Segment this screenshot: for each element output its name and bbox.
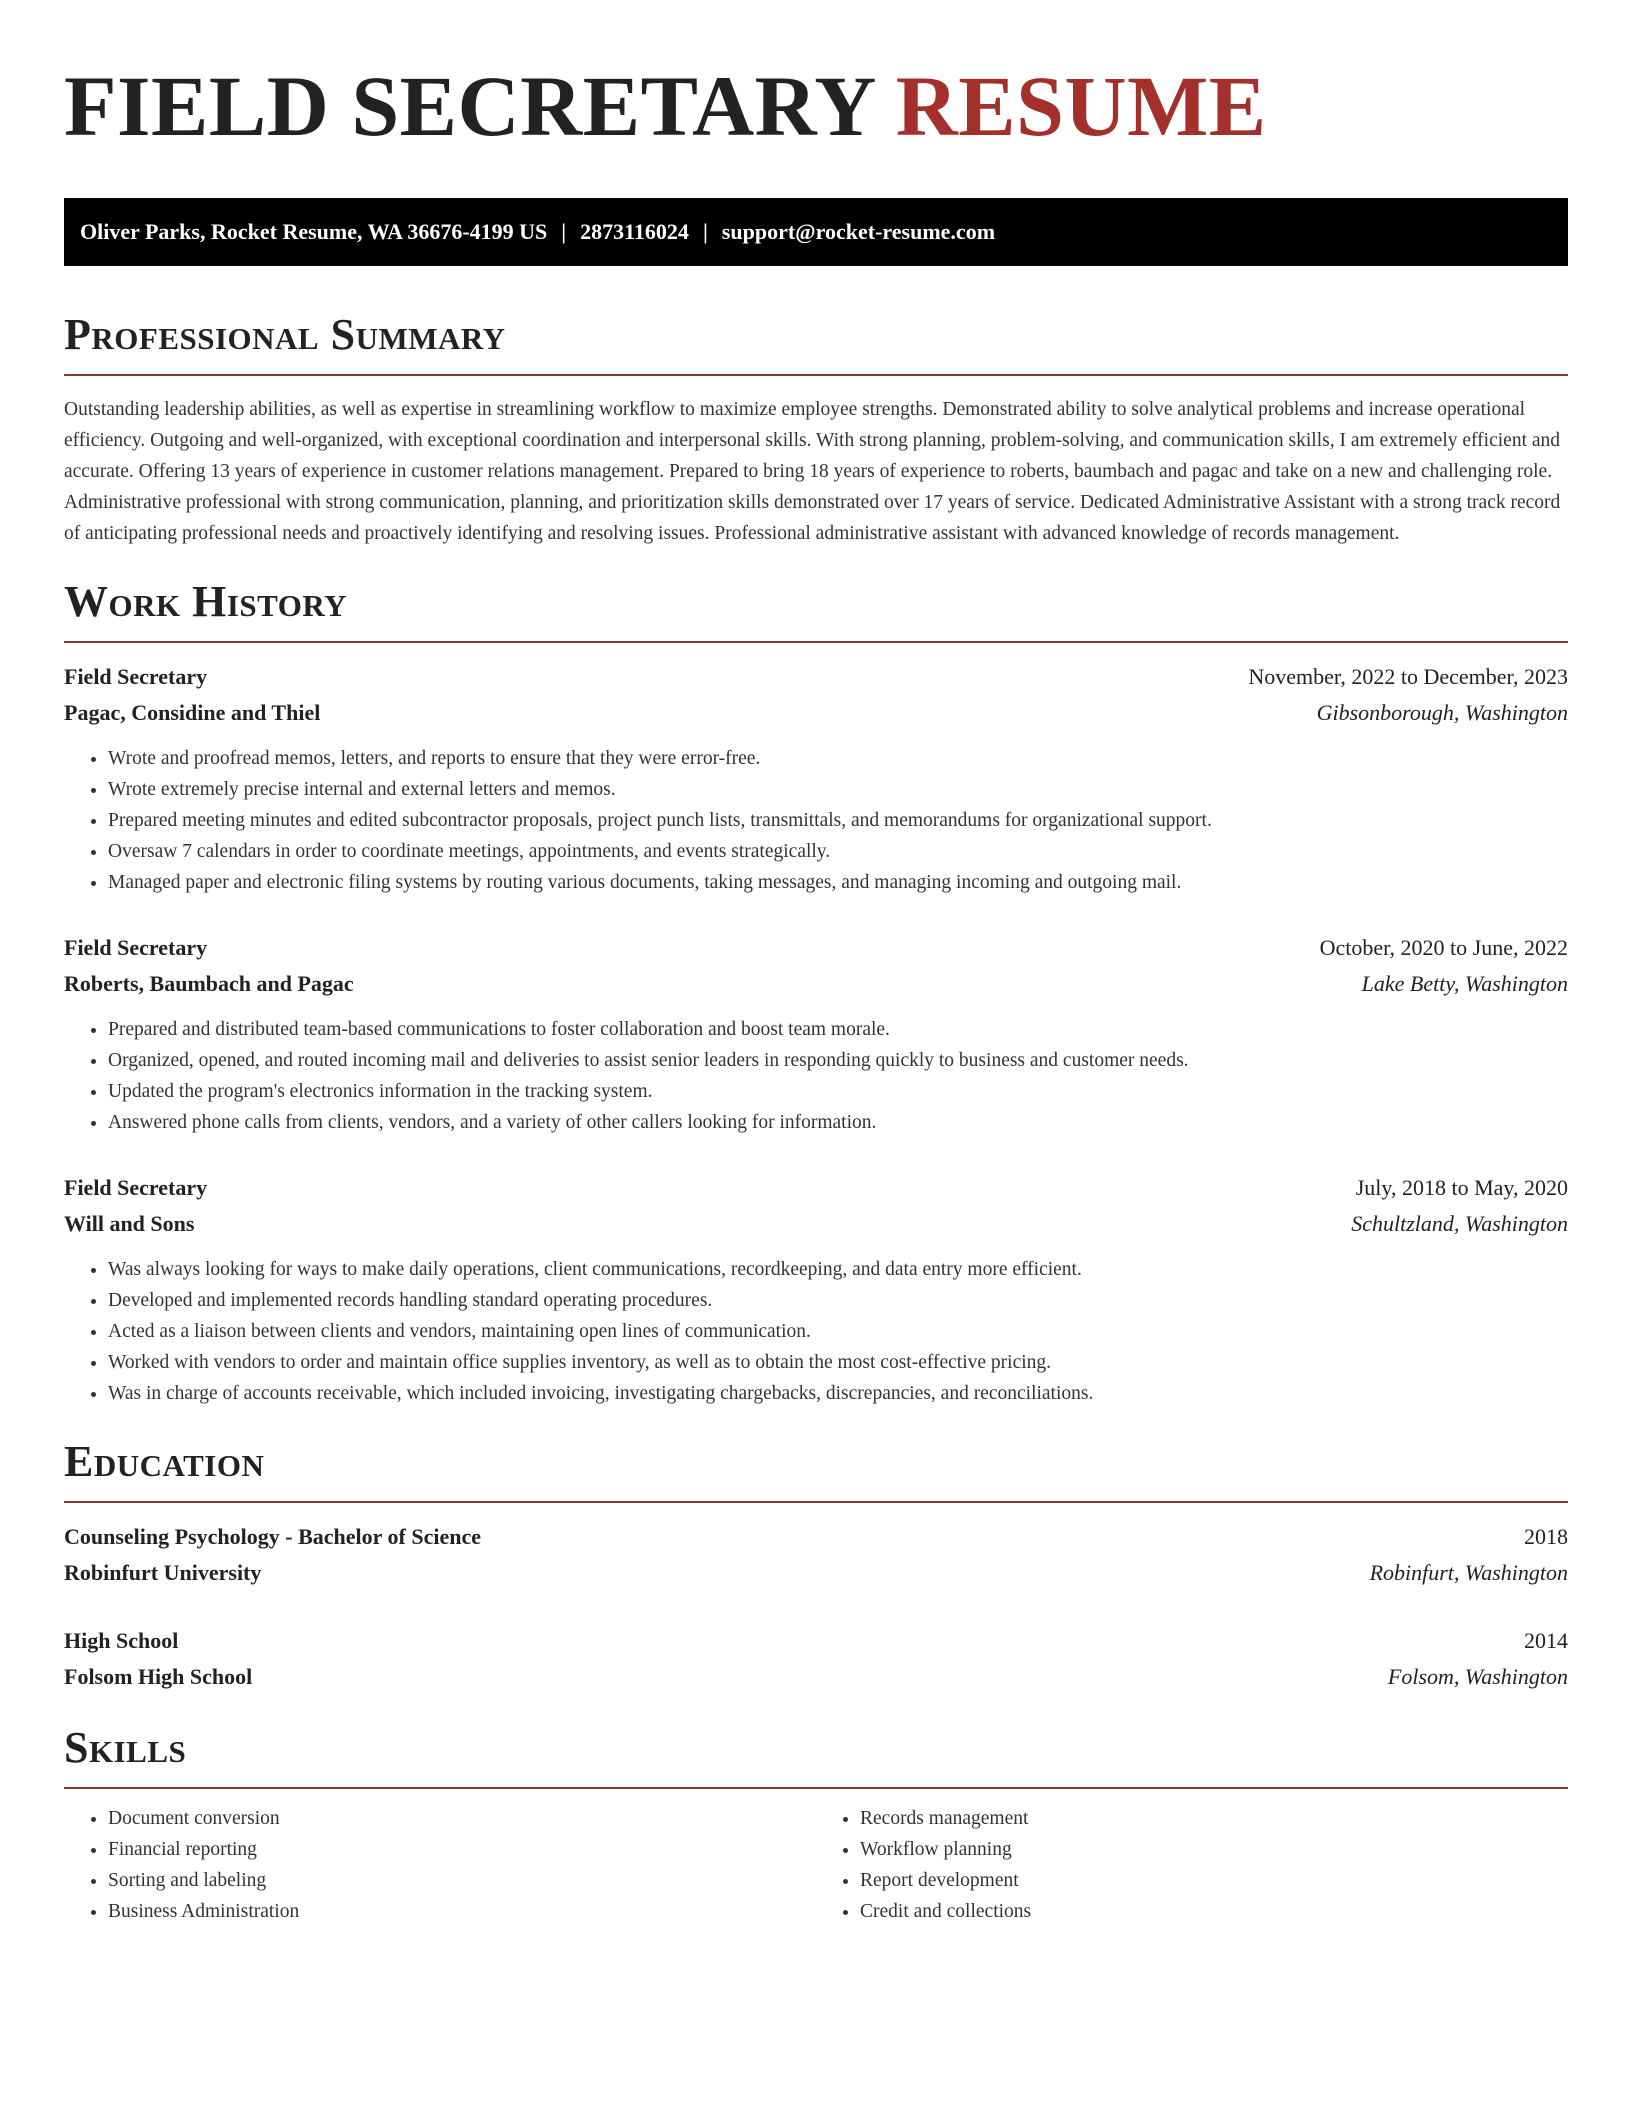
school-name: Folsom High School — [64, 1664, 253, 1689]
list-item: • Answered phone calls from clients, vendors, and a variety of other callers looking for information. — [108, 1107, 1568, 1138]
skill-item: • Workflow planning — [860, 1834, 1568, 1865]
summary-section — [64, 310, 1568, 549]
job-dates: November, 2022 to December, 2023 — [1248, 664, 1568, 689]
school-location: Robinfurt, Washington — [1369, 1560, 1568, 1585]
skills-grid — [64, 1803, 1568, 1927]
skill-item: • Credit and collections — [860, 1896, 1568, 1927]
list-item: • Organized, opened, and routed incoming mail and deliveries to assist senior leaders in responding quickly to business and customer needs. — [108, 1045, 1568, 1076]
list-item: • Acted as a liaison between clients and vendors, maintaining open lines of communication. — [108, 1316, 1568, 1347]
education-entry — [64, 1519, 1568, 1591]
work-history-section — [64, 577, 1568, 1409]
contact-email: support@rocket-resume.com — [721, 219, 996, 244]
skill-item: • Sorting and labeling — [108, 1865, 816, 1896]
list-item: • Managed paper and electronic filing systems by routing various documents, taking messages, and managing incoming and outgoing mail. — [108, 867, 1568, 898]
education-entry — [64, 1623, 1568, 1695]
contact-address: Oliver Parks, Rocket Resume, WA 36676-4199 US — [80, 219, 548, 244]
job-company: Will and Sons — [64, 1211, 195, 1236]
list-item: • Worked with vendors to order and maintain office supplies inventory, as well as to obtain the most cost-effective pricing. — [108, 1347, 1568, 1378]
degree: Counseling Psychology - Bachelor of Science — [64, 1524, 481, 1549]
skill-item: • Document conversion — [108, 1803, 816, 1834]
title-main: FIELD SECRETARY — [64, 58, 874, 154]
list-item: • Wrote and proofread memos, letters, and reports to ensure that they were error-free. — [108, 743, 1568, 774]
skill-item: • Records management — [860, 1803, 1568, 1834]
summary-text: Outstanding leadership abilities, as well as expertise in streamlining workflow to maximize employee strengths. Demonstrated ability to solve analytical problems and increase operational efficiency. Outgoing and well-organized, with exceptional coordination and interpersonal skills. With strong planning, problem-solving, and communication skills, I am extremely efficient and accurate. Offering 13 years of experience in customer relations management. Prepared to bring 18 years of experience to roberts, baumbach and pagac and take on a new and challenging role. Administrative professional with strong communication, planning, and prioritization skills demonstrated over 17 years of service. Dedicated Administrative Assistant with a strong track record of anticipating professional needs and proactively identifying and resolving issues. Professional administrative assistant with advanced knowledge of records management. — [64, 399, 1561, 544]
contact-separator: | — [561, 219, 567, 244]
graduation-year: 2014 — [1524, 1628, 1568, 1653]
resume-title — [64, 56, 1568, 156]
skills-column-left — [64, 1803, 816, 1927]
skills-section — [64, 1723, 1568, 1927]
contact-separator: | — [702, 219, 708, 244]
job-company: Roberts, Baumbach and Pagac — [64, 971, 354, 996]
school-location: Folsom, Washington — [1387, 1664, 1568, 1689]
job-dates: July, 2018 to May, 2020 — [1355, 1175, 1568, 1200]
contact-bar — [64, 198, 1568, 266]
list-item: • Updated the program's electronics information in the tracking system. — [108, 1076, 1568, 1107]
skill-item: • Report development — [860, 1865, 1568, 1896]
graduation-year: 2018 — [1524, 1524, 1568, 1549]
education-section — [64, 1437, 1568, 1695]
skills-heading: Skills — [64, 1723, 187, 1772]
job-duties — [64, 1014, 1568, 1138]
section-divider — [64, 1787, 1568, 1789]
skill-item: • Business Administration — [108, 1896, 816, 1927]
job-location: Schultzland, Washington — [1351, 1211, 1568, 1236]
school-name: Robinfurt University — [64, 1560, 262, 1585]
skill-item: • Financial reporting — [108, 1834, 816, 1865]
list-item: • Prepared and distributed team-based communications to foster collaboration and boost team morale. — [108, 1014, 1568, 1045]
job-title: Field Secretary — [64, 664, 208, 689]
list-item: • Developed and implemented records handling standard operating procedures. — [108, 1285, 1568, 1316]
job-entry — [64, 659, 1568, 898]
section-divider — [64, 641, 1568, 643]
job-company: Pagac, Considine and Thiel — [64, 700, 321, 725]
list-item: • Was in charge of accounts receivable, which included invoicing, investigating chargebacks, discrepancies, and reconciliations. — [108, 1378, 1568, 1409]
education-heading: Education — [64, 1437, 265, 1486]
summary-heading: Professional Summary — [64, 310, 506, 359]
section-divider — [64, 1501, 1568, 1503]
job-location: Gibsonborough, Washington — [1316, 700, 1568, 725]
degree: High School — [64, 1628, 179, 1653]
job-entry — [64, 930, 1568, 1138]
job-title: Field Secretary — [64, 935, 208, 960]
job-duties — [64, 743, 1568, 898]
list-item: • Wrote extremely precise internal and external letters and memos. — [108, 774, 1568, 805]
list-item: • Was always looking for ways to make daily operations, client communications, recordkeeping, and data entry more efficient. — [108, 1254, 1568, 1285]
work-history-heading: Work History — [64, 577, 348, 626]
job-dates: October, 2020 to June, 2022 — [1319, 935, 1568, 960]
job-title: Field Secretary — [64, 1175, 208, 1200]
skills-column-right — [816, 1803, 1568, 1927]
title-accent: RESUME — [895, 58, 1267, 154]
contact-phone: 2873116024 — [580, 219, 689, 244]
job-duties — [64, 1254, 1568, 1409]
list-item: • Prepared meeting minutes and edited subcontractor proposals, project punch lists, transmittals, and memorandums for organizational support. — [108, 805, 1568, 836]
section-divider — [64, 374, 1568, 376]
job-entry — [64, 1170, 1568, 1409]
job-location: Lake Betty, Washington — [1361, 971, 1568, 996]
list-item: • Oversaw 7 calendars in order to coordinate meetings, appointments, and events strategically. — [108, 836, 1568, 867]
